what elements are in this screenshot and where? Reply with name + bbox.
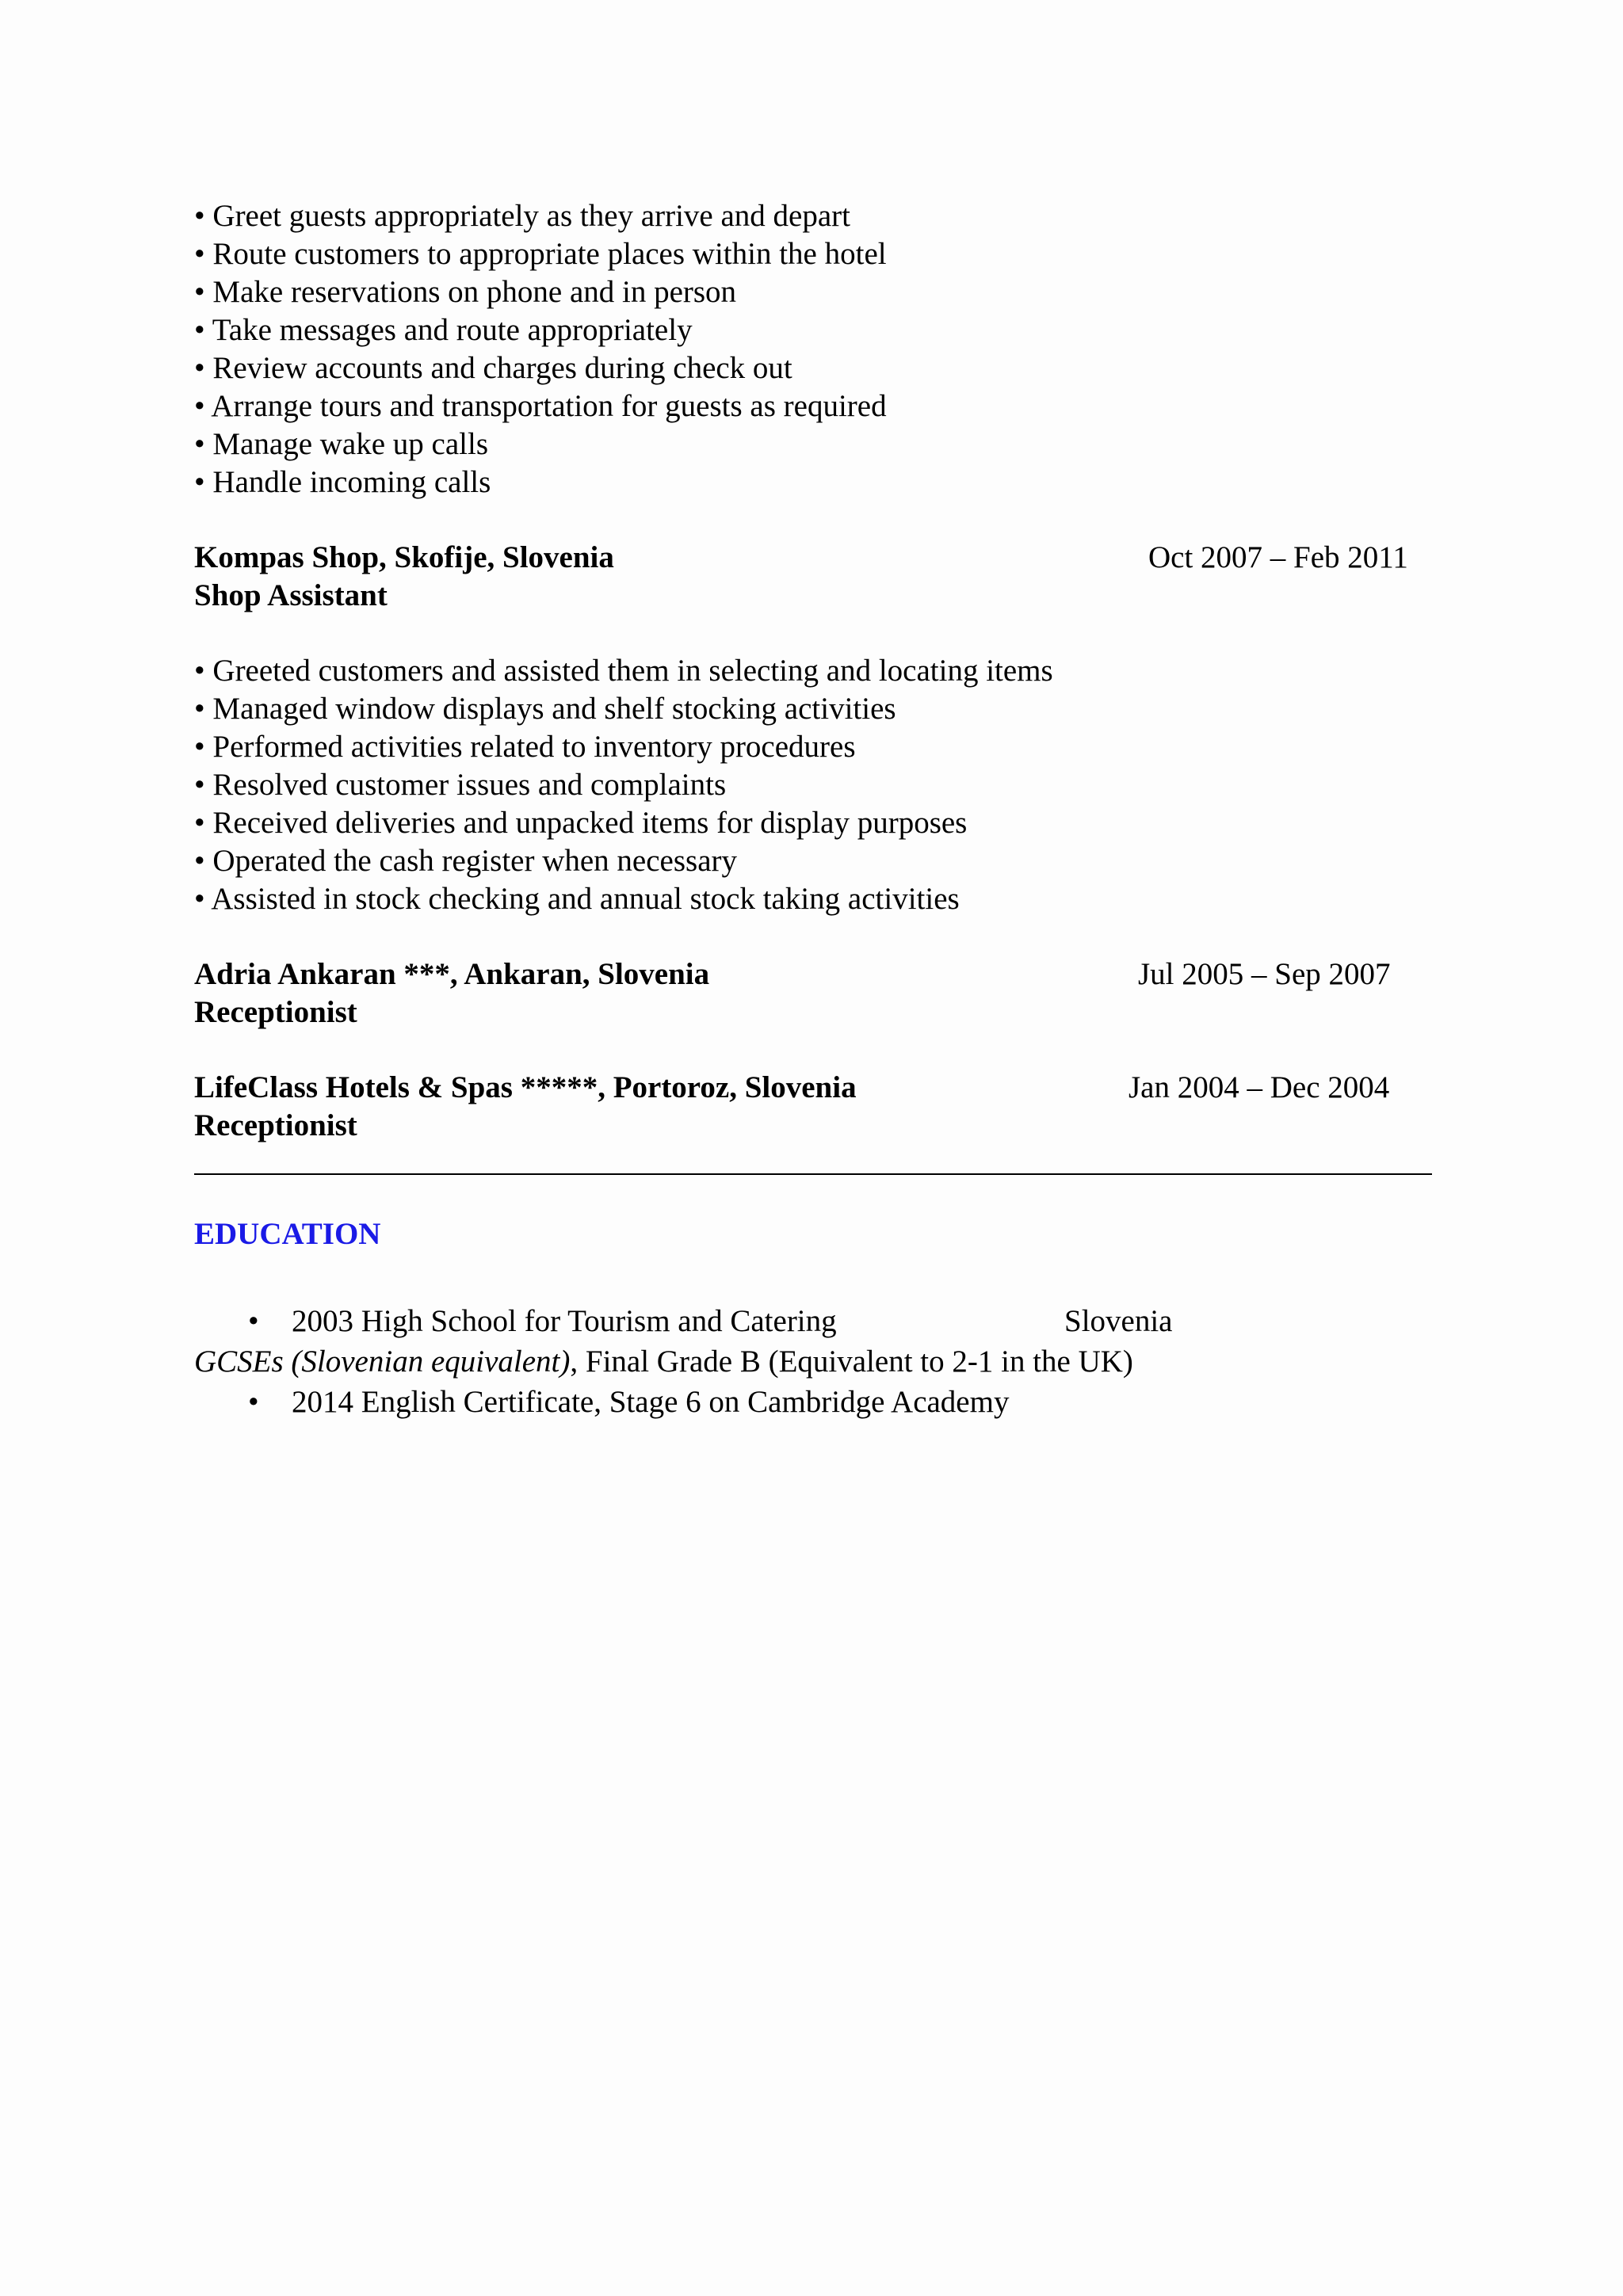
list-item: • Managed window displays and shelf stocking activities — [194, 692, 896, 726]
role-adria: Receptionist — [194, 995, 357, 1029]
gcse-qualification: GCSEs (Slovenian equivalent) — [194, 1344, 571, 1379]
role-kompas: Shop Assistant — [194, 578, 388, 612]
gcse-line — [194, 1343, 1133, 1381]
list-item: • Route customers to appropriate places within the hotel — [194, 237, 887, 271]
dates-adria: Jul 2005 – Sep 2007 — [1138, 957, 1391, 991]
list-item: • Greet guests appropriately as they arrive and depart — [194, 199, 850, 233]
employer-kompas: Kompas Shop, Skofije, Slovenia — [194, 540, 614, 574]
education-item: 2003 High School for Tourism and Catering — [292, 1304, 837, 1338]
list-item: • Received deliveries and unpacked items for display purposes — [194, 806, 968, 840]
list-item: • Greeted customers and assisted them in selecting and locating items — [194, 654, 1053, 688]
list-item: • Operated the cash register when necessary — [194, 844, 738, 878]
list-item: • Arrange tours and transportation for guests as required — [194, 389, 887, 423]
list-item: • Review accounts and charges during check out — [194, 351, 792, 385]
education-item: 2014 English Certificate, Stage 6 on Cambridge Academy — [292, 1385, 1010, 1419]
bullet-icon: • — [248, 1304, 259, 1338]
list-item: • Assisted in stock checking and annual stock taking activities — [194, 882, 960, 916]
list-item: • Resolved customer issues and complaints — [194, 768, 727, 802]
education-heading: EDUCATION — [194, 1217, 381, 1251]
list-item: • Performed activities related to inventory procedures — [194, 730, 856, 764]
education-location: Slovenia — [1064, 1304, 1173, 1338]
list-item: • Handle incoming calls — [194, 465, 491, 499]
dates-lifeclass: Jan 2004 – Dec 2004 — [1128, 1070, 1390, 1104]
bullet-icon: • — [248, 1385, 259, 1419]
section-divider — [194, 1173, 1432, 1175]
role-lifeclass: Receptionist — [194, 1108, 357, 1142]
list-item: • Make reservations on phone and in person — [194, 275, 737, 309]
list-item: • Manage wake up calls — [194, 427, 489, 461]
employer-lifeclass: LifeClass Hotels & Spas *****, Portoroz, Slovenia — [194, 1070, 857, 1104]
employer-adria: Adria Ankaran ***, Ankaran, Slovenia — [194, 957, 710, 991]
list-item: • Take messages and route appropriately — [194, 313, 693, 347]
dates-kompas: Oct 2007 – Feb 2011 — [1148, 540, 1408, 574]
gcse-grade: , Final Grade B (Equivalent to 2-1 in the UK) — [570, 1344, 1133, 1379]
